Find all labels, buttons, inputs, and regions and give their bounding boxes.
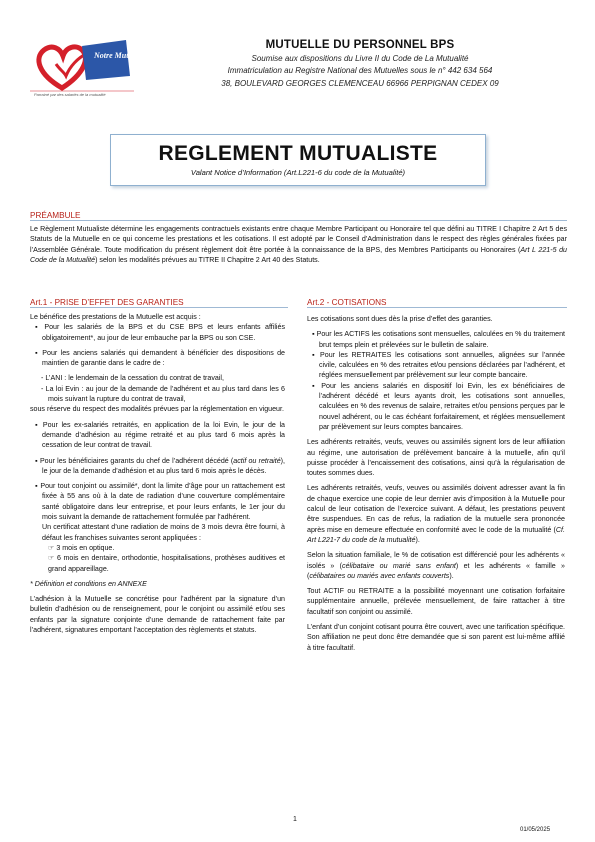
art1-rule	[30, 307, 288, 308]
header-line-2: Immatriculation au Registre National des Mutuelles sous le n° 442 634 564	[227, 66, 493, 75]
footer-date: 01/05/2025	[520, 827, 551, 833]
art2-bullet-retraites: ▪ Pour les RETRAITES les cotisations sont annuelles, alignées sur l’année civile, calculées en % des retraites et/ou pensions déclarées par l’adhérent, et réglées mensuellement par prélèvement sur leur compte bancaire.	[312, 350, 565, 380]
hand-pointer-icon: ☞	[48, 543, 55, 552]
art1-certificat: Un certificat attestant d’une radiation de moins de 3 mois devra être fourni, à défaut les franchises suivantes seront appliquées :	[42, 523, 285, 542]
art1-bullet-anciens: ▪ Pour les anciens salariés qui demandent à bénéficier des dispositions de maintien de garantie dans le cadre de :	[35, 348, 285, 368]
art2-situation-familiale: Selon la situation familiale, le % de cotisation est différencié pour les adhérents « isolés » (célibataire ou marié sans enfant) et les adhérents « famille » (célibataires ou mariés avec enfants couverts).	[307, 551, 565, 580]
document-title: REGLEMENT MUTUALISTE	[158, 142, 438, 165]
hand-pointer-icon: ☞	[48, 554, 55, 563]
art1-dash-evin: - La loi Evin : au jour de la demande de l’adhérent et au plus tard dans les 6 mois suivant la rupture du contrat de travail,	[41, 384, 285, 404]
logo-brand-text: Notre Mutuelle	[94, 51, 145, 60]
art1-franchise-dentaire: ☞ 6 mois en dentaire, orthodontie, hospitalisations, prothèses auditives et grand appareillage.	[48, 554, 285, 573]
art2-prelevement: Les adhérents retraités, veufs, veuves ou assimilés signent lors de leur affiliation au régime, une autorisation de prélèvement bancaire à la mutuelle, afin qu’il puisse procéder à l’encaissement des cotisations, ainsi qu’à la régularisation de toutes sommes dues.	[307, 438, 565, 478]
header-line-1: Soumise aux dispositions du Livre II du Code de La Mutualité	[251, 54, 469, 63]
art2-body	[307, 314, 565, 653]
preambule-rule	[30, 220, 567, 221]
art2-rule	[307, 307, 567, 308]
art1-adhesion: L’adhésion à la Mutuelle se concrétise pour l’adhérent par la signature d’un bulletin d’adhésion ou de renseignement, pour le conjoint ou assimilé et/ou ses enfants par la signature conjointe d’une demande de rattachement faite par l’adhérent, signatures emportant l’acceptation des règlements et statuts.	[30, 595, 285, 635]
organization-name: MUTUELLE DU PERSONNEL BPS	[265, 39, 455, 51]
art2-enfant-conjoint: L’enfant d’un conjoint cotisant pourra être couvert, avec une tarification spécifique. Son affiliation ne peut donc être demandée que si son parent est lui-même affilié à titre facultatif.	[307, 623, 565, 652]
header-address: 38, BOULEVARD GEORGES CLEMENCEAU 66966 PERPIGNAN CEDEX 09	[221, 79, 499, 88]
art1-bullet-garants: ▪ Pour les bénéficiaires garants du chef de l’adhérent décédé (actif ou retraité), le jour de la demande d’adhésion et au plus tard 6 mois après le décès.	[35, 456, 286, 475]
document-subtitle: Valant Notice d’Information (Art.L221-6 du code de la Mutualité)	[190, 168, 406, 177]
art1-dash-ani: - L’ANI : le lendemain de la cessation du contrat de travail,	[41, 374, 224, 383]
title-box	[110, 134, 486, 186]
art1-franchise-optique: ☞ 3 mois en optique.	[48, 543, 115, 552]
art2-intro: Les cotisations sont dues dès la prise d’effet des garanties.	[307, 315, 493, 323]
preambule-text: Le Règlement Mutualiste détermine les engagements contractuels existants entre chaque Membre Participant ou Honoraire tel que défini au TITRE I Chapitre 2 Art 5 des Statuts de la Mutuelle en ce qui concerne les prestations et les cotisations. Il est adopté par le Conseil d’Administration dans le respect des règles générales fixées par l’Assemblée Générale. Toute modification du présent règlement doit être portée à la connaissance de la BPS, des Membres Participants ou Honoraires (Art L 221-5 du Code de la Mutualité) selon les modalités prévues au TITRE II Chapitre 2 Art 40 des Statuts.	[30, 225, 567, 264]
page-number: 1	[293, 816, 297, 823]
preambule-heading: PRÉAMBULE	[30, 211, 81, 220]
art1-note: * Définition et conditions en ANNEXE	[30, 579, 147, 588]
art1-body	[30, 312, 285, 635]
art2-rattachement: Tout ACTIF ou RETRAITE a la possibilité moyennant une cotisation forfaitaire supplémentaire annuelle, prélevée mensuellement, de faire rattacher à titre facultatif son conjoint ou assimilé.	[307, 587, 565, 616]
art1-bullet-conjoint: ▪ Pour tout conjoint ou assimilé*, dont la limite d’âge pour un rattachement est fixée à 55 ans où à la date de radiation d’une couverture complémentaire santé obligatoire dans leur entreprise, et pour leurs enfants, le 1er jour du mois suivant la demande de rattachement formulée par l’adhérent.	[35, 482, 285, 522]
art1-reserve: sous réserve du respect des modalités prévues par la réglementation en vigueur.	[30, 405, 284, 414]
art1-bullet-salaries: ▪ Pour les salariés de la BPS et du CSE BPS et leurs enfants affiliés obligatoirement*, au jour de leur embauche par la BPS ou son CSE.	[35, 323, 285, 342]
mutuelle-logo	[30, 36, 145, 98]
art1-heading: Art.1 - PRISE D’EFFET DES GARANTIES	[30, 298, 184, 307]
logo-tagline: Parrainé par des salariés de la mutualité	[34, 92, 106, 97]
art2-avis-imposition: Les adhérents retraités, veufs, veuves ou assimilés doivent adresser avant la fin de chaque exercice une copie de leur dernier avis d’imposition à la Mutuelle pour calcul de leur cotisation de l’exercice suivant. A défaut, les prestations peuvent être suspendues. En cas de refus, la radiation de la mutuelle sera prononcée après mise en demeure effectuée en conformité avec le code de la mutualité (Cf. Art L221-7 du code de la mutualité).	[307, 484, 565, 544]
art2-bullet-evin: ▪ Pour les anciens salariés en dispositif loi Evin, les ex bénéficiaires de l’adhérent décédé et leurs ayants droit, les cotisations sont annuelles, calculées en % des revenus de salaire, retraites et/ou pensions perçues par le nouvel adhérent, ou le cas échéant forfaitairement, et réglées mensuellement par prélèvement sur leurs comptes bancaires.	[312, 381, 565, 431]
art1-bullet-retraites: ▪ Pour les ex-salariés retraités, en application de la loi Evin, le jour de la demande d’adhésion au régime retraité et au plus tard 6 mois après la cessation de leur contrat de travail.	[35, 420, 285, 450]
art2-bullet-actifs: ▪ Pour les ACTIFS les cotisations sont mensuelles, calculées en % du traitement brut temps plein et prélevées sur le bulletin de salaire.	[312, 330, 565, 349]
art2-heading: Art.2 - COTISATIONS	[307, 298, 387, 307]
art1-intro: Le bénéfice des prestations de la Mutuelle est acquis :	[30, 313, 201, 321]
